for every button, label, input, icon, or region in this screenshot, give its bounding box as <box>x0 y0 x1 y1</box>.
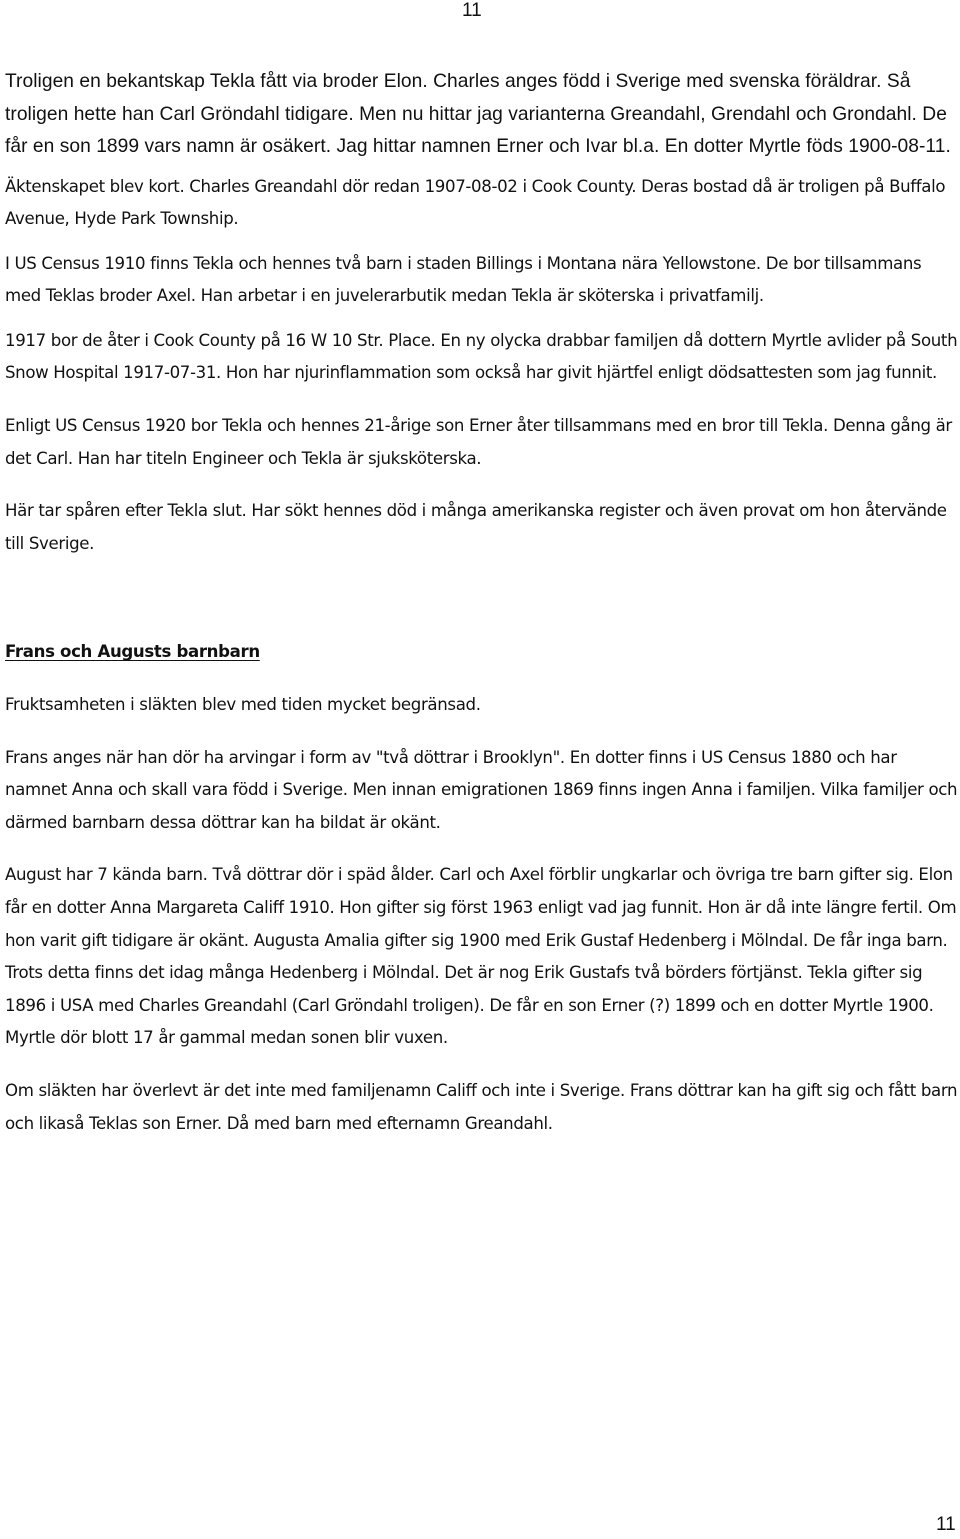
document-body <box>5 66 960 1140</box>
paragraph-myrtle-death: 1917 bor de åter i Cook County på 16 W 10 Str. Place. En ny olycka drabbar familjen då dottern Myrtle avlider på South Snow Hospital 1917-07-31. Hon har njurinflammation som också har givit hjärtfel enligt dödsattesten som jag funnit. <box>5 330 958 383</box>
page-number-top: 11 <box>462 0 482 21</box>
section-heading: Frans och Augusts barnbarn <box>5 642 260 662</box>
paragraph-census-1920: Enligt US Census 1920 bor Tekla och hennes 21-årige son Erner åter tillsammans med en bror till Tekla. Denna gång är det Carl. Han har titeln Engineer och Tekla är sjuksköterska. <box>5 416 952 468</box>
paragraph-august-children: August har 7 kända barn. Två döttrar dör i späd ålder. Carl och Axel förblir ungkarlar och övriga tre barn gifter sig. Elon får en dotter Anna Margareta Califf 1910. Hon gifter sig först 1963 enligt vad jag funnit. Hon är då inte längre fertil. Om hon varit gift tidigare är okänt. Augusta Amalia gifter sig 1900 med Erik Gustaf Hedenberg i Mölndal. De får inga barn. Trots detta finns det idag många Hedenberg i Mölndal. Det är nog Erik Gustafs två börders förtjänst. Tekla gifter sig 1896 i USA med Charles Greandahl (Carl Gröndahl troligen). De får en son Erner (?) 1899 och en dotter Myrtle 1900. Myrtle dör blott 17 år gammal medan sonen blir vuxen. <box>5 865 957 1048</box>
paragraph-fertility: Fruktsamheten i släkten blev med tiden mycket begränsad. <box>5 695 481 715</box>
paragraph-frans-heirs: Frans anges när han dör ha arvingar i form av "två döttrar i Brooklyn". En dotter finns i US Census 1880 och har namnet Anna och skall vara född i Sverige. Men innan emigrationen 1869 finns ingen Anna i familjen. Vilka familjer och därmed barnbarn dessa döttrar kan ha bildat är okänt. <box>5 747 958 832</box>
paragraph-census-1910: I US Census 1910 finns Tekla och hennes två barn i staden Billings i Montana nära Yellowstone. De bor tillsammans med Teklas broder Axel. Han arbetar i en juvelerarbutik medan Tekla är sköterska i privatfamilj. <box>5 253 922 306</box>
paragraph-charles-death: Äktenskapet blev kort. Charles Greandahl dör redan 1907-08-02 i Cook County. Deras bostad då är troligen på Buffalo Avenue, Hyde Park Township. <box>5 176 946 229</box>
page-number-bottom: 11 <box>936 1514 956 1535</box>
paragraph-family-survival: Om släkten har överlevt är det inte med familjenamn Califf och inte i Sverige. Frans döttrar kan ha gift sig och fått barn och likaså Teklas son Erner. Då med barn med efternamn Greandahl. <box>5 1080 958 1133</box>
paragraph-trail-ends: Här tar spåren efter Tekla slut. Har sökt hennes död i många amerikanska register och även provat om hon återvände till Sverige. <box>5 501 947 553</box>
paragraph-tekla-marriage: Troligen en bekantskap Tekla fått via broder Elon. Charles anges född i Sverige med svenska föräldrar. Så troligen hette han Carl Gröndahl tidigare. Men nu hittar jag varianterna Greandahl, Grendahl och Grondahl. De får en son 1899 vars namn är osäkert. Jag hittar namnen Erner och Ivar bl.a. En dotter Myrtle föds 1900-08-11. <box>5 71 951 157</box>
